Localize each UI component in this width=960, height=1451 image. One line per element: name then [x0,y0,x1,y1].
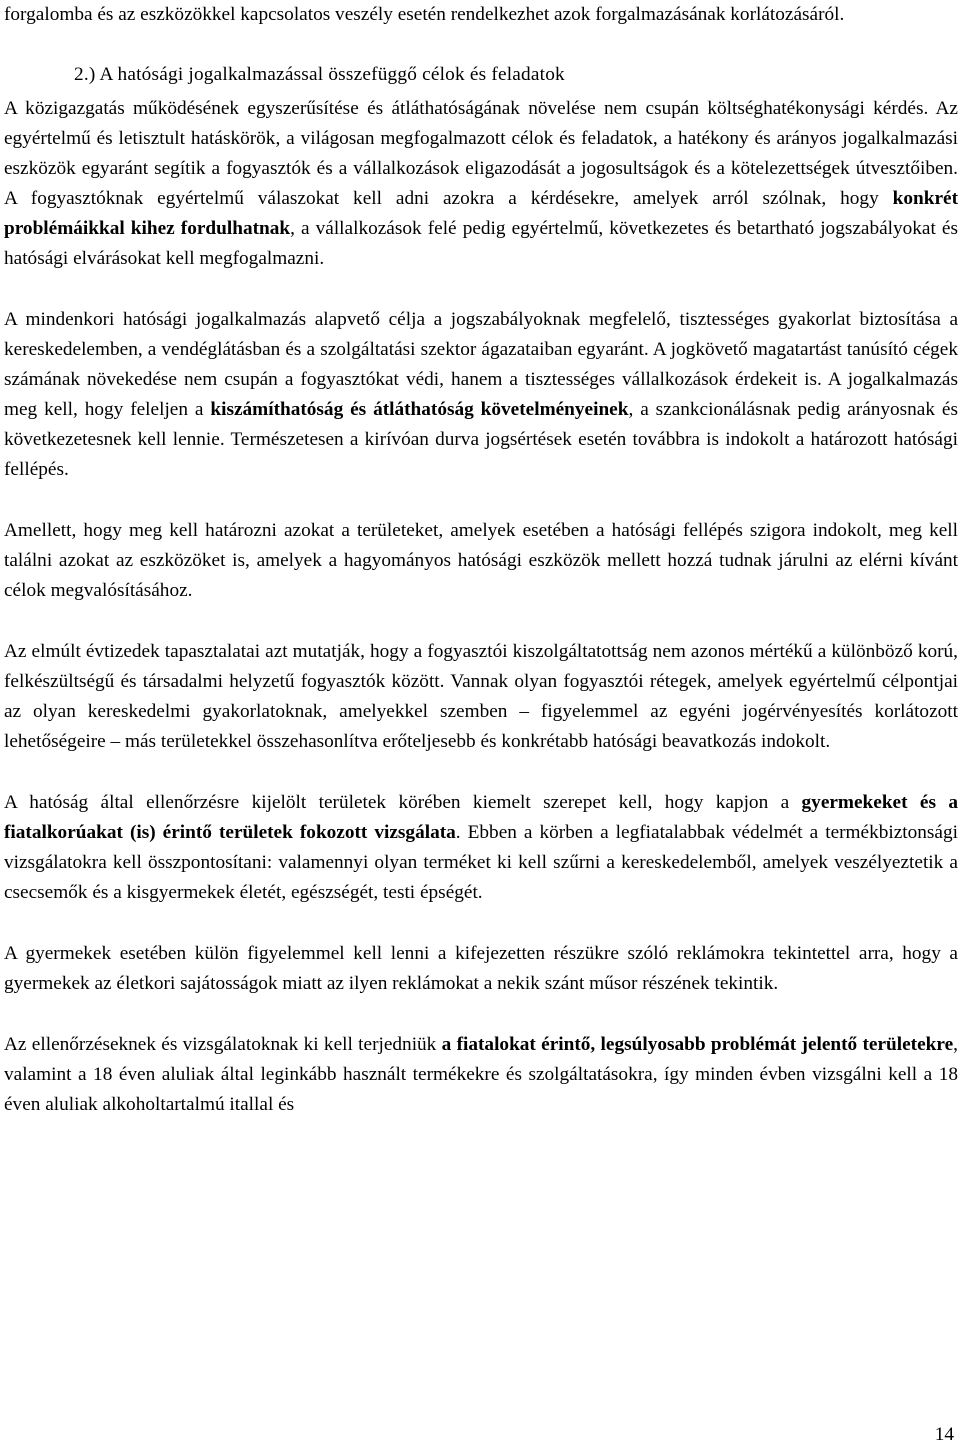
paragraph-5-bold: gyermekeket és a fiatalkorúakat (is) érintő területek fokozott vizsgálata [4,792,958,843]
intro-paragraph [4,0,958,30]
section-heading: 2.) A hatósági jogalkalmazással összefüggő célok és feladatok [74,64,565,85]
paragraph-7 [4,1030,958,1120]
paragraph-5-text-a: A hatóság által ellenőrzésre kijelölt területek körében kiemelt szerepet kell, hogy kapjon a [4,792,802,813]
paragraph-7-text-a: Az ellenőrzéseknek és vizsgálatoknak ki kell terjedniük [4,1034,442,1055]
paragraph-4: Az elmúlt évtizedek tapasztalatai azt mutatják, hogy a fogyasztói kiszolgáltatottság nem azonos mértékű a különböző korú, felkészültségű és társadalmi helyzetű fogyasztók között. Vannak olyan fogyasztói rétegek, amelyek egyértelmű célpontjai az olyan kereskedelmi gyakorlatoknak, amelyekkel szemben – figyelemmel az egyéni jogérvényesítés korlátozott lehetőségeire – más területekkel összehasonlítva erőteljesebb és konkrétabb hatósági beavatkozás indokolt. [4,641,958,752]
document-page [4,0,958,1120]
intro-text: forgalomba és az eszközökkel kapcsolatos veszély esetén rendelkezhet azok forgalmazásának korlátozásáról. [4,4,845,25]
paragraph-2-bold: kiszámíthatóság és átláthatóság követelményeinek [210,399,629,420]
paragraph-5 [4,788,958,908]
paragraph-2-text-a: A mindenkori hatósági jogalkalmazás alapvető célja a jogszabályoknak megfelelő, tisztességes gyakorlat biztosítása a kereskedelemben, a vendéglátásban és a szolgáltatási szektor ágazataiban egyaránt. A jogkövető magatartást tanúsító cégek számának növekedése nem csupán a fogyasztókat védi, hanem a tisztességes vállalkozások érdekeit is. A jogalkalmazás meg kell, hogy feleljen a [4,309,958,420]
paragraph-5-text-b: . Ebben a körben a legfiatalabbak védelmét a termékbiztonsági vizsgálatokra kell összpontosítani: valamennyi olyan terméket ki kell szűrni a kereskedelemből, amelyek veszélyeztetik a csecsemők és a kisgyermekek életét, egészségét, testi épségét. [4,822,958,903]
paragraph-1-text-a: A közigazgatás működésének egyszerűsítése és átláthatóságának növelése nem csupán költséghatékonysági kérdés. Az egyértelmű és letisztult hatáskörök, a világosan megfogalmazott célok és feladatok, a hatékony és arányos jogalkalmazási eszközök egyaránt segítik a fogyasztók és a vállalkozások eligazodását a jogosultságok és a kötelezettségek útvesztőiben. A fogyasztóknak egyértelmű válaszokat kell adni azokra a kérdésekre, amelyek arról szólnak, hogy [4,98,958,209]
paragraph-3: Amellett, hogy meg kell határozni azokat a területeket, amelyek esetében a hatósági fellépés szigora indokolt, meg kell találni azokat az eszközöket is, amelyek a hagyományos hatósági eszközök mellett hozzá tudnak járulni az elérni kívánt célok megvalósításához. [4,520,958,601]
paragraph-6: A gyermekek esetében külön figyelemmel kell lenni a kifejezetten részükre szóló reklámokra tekintettel arra, hogy a gyermekek az életkori sajátosságok miatt az ilyen reklámokat a nekik szánt műsor részének tekintik. [4,943,958,994]
paragraph-1 [4,94,958,274]
paragraph-7-text-b: , valamint a 18 éven aluliak által leginkább használt termékekre és szolgáltatásokra, így minden évben vizsgálni kell a 18 éven aluliak alkoholtartalmú itallal és [4,1034,958,1115]
paragraph-2 [4,305,958,485]
paragraph-7-bold: a fiatalokat érintő, legsúlyosabb problémát jelentő területekre [441,1034,954,1055]
paragraph-1-text-b: , a vállalkozások felé pedig egyértelmű, következetes és betartható jogszabályokat és hatósági elvárásokat kell megfogalmazni. [4,218,958,269]
page-number: 14 [934,1424,954,1445]
paragraph-2-text-b: , a szankcionálásnak pedig arányosnak és következetesnek kell lennie. Természetesen a kirívóan durva jogsértések esetén továbbra is indokolt a határozott hatósági fellépés. [4,399,958,480]
paragraph-1-bold: konkrét problémáikkal kihez fordulhatnak [4,188,958,239]
